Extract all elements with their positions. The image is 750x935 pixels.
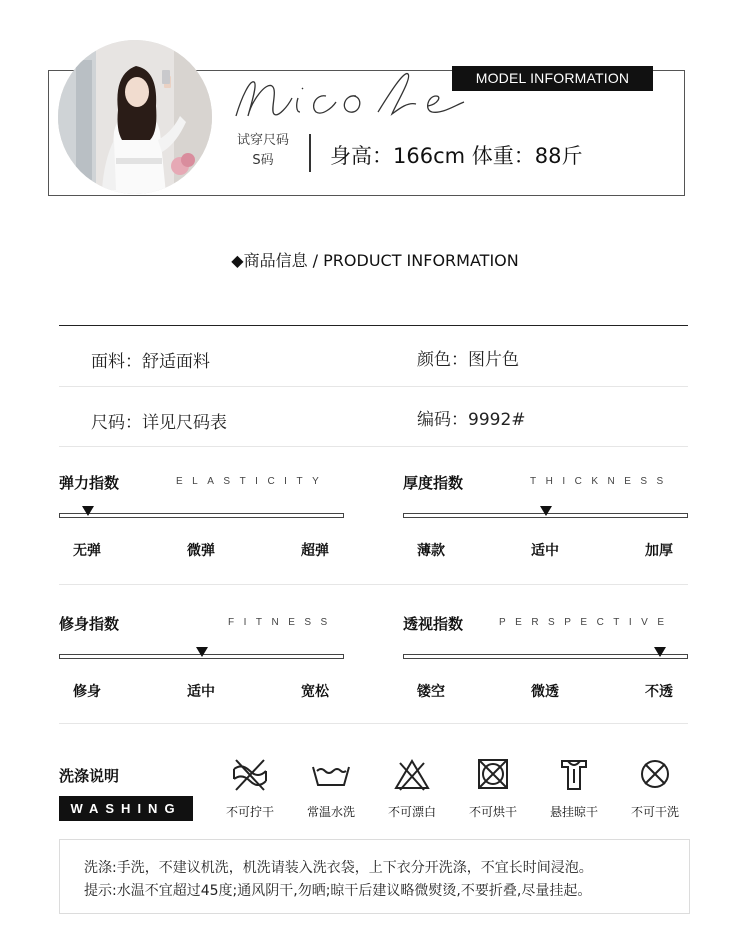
no-tumble-dry-icon — [471, 757, 515, 793]
care-instruction-line-2: 提示:水温不宜超过45度;通风阴干,勿晒;晾干后建议略微熨烫,不要折叠,尽量挂起。 — [84, 883, 592, 899]
divider — [59, 723, 688, 724]
trial-size-title: 试穿尺码 — [236, 133, 289, 148]
fitness-marker — [196, 647, 208, 657]
fitness-en-label: FITNESS — [228, 617, 337, 628]
fabric-info: 面料：舒适面料 — [91, 352, 210, 372]
thickness-level-mid: 适中 — [531, 543, 559, 559]
perspective-marker — [654, 647, 666, 657]
no-bleach-label: 不可漂白 — [387, 805, 436, 819]
fitness-level-high: 宽松 — [301, 684, 329, 700]
divider-top — [59, 325, 688, 326]
product-info-title: ◆商品信息 / PRODUCT INFORMATION — [231, 251, 519, 270]
model-height-weight: 身高：166cm 体重：88斤 — [330, 144, 583, 168]
no-dry-clean-icon — [633, 757, 677, 793]
model-information-tag: MODEL INFORMATION — [452, 66, 653, 91]
washing-title: 洗涤说明 — [59, 767, 120, 785]
elasticity-level-low: 无弹 — [73, 543, 101, 559]
no-dry-clean-label: 不可干洗 — [630, 805, 679, 819]
elasticity-level-mid: 微弹 — [187, 543, 215, 559]
elasticity-marker — [82, 506, 94, 516]
divider — [59, 386, 688, 387]
trial-size-value: S码 — [252, 153, 274, 168]
hang-dry-label: 悬挂晾干 — [549, 805, 598, 819]
elasticity-level-high: 超弹 — [301, 543, 329, 559]
no-tumble-dry-label: 不可烘干 — [468, 805, 517, 819]
size-info: 尺码：详见尺码表 — [91, 413, 227, 433]
thickness-en-label: THICKNESS — [530, 476, 673, 487]
elasticity-scale — [59, 513, 344, 518]
fitness-title: 修身指数 — [59, 615, 120, 633]
elasticity-title: 弹力指数 — [59, 474, 120, 492]
perspective-level-mid: 微透 — [531, 684, 559, 700]
thickness-title: 厚度指数 — [403, 474, 464, 492]
model-name-signature — [228, 62, 488, 126]
thickness-marker — [540, 506, 552, 516]
care-instruction-line-1: 洗涤:手洗，不建议机洗，机洗请装入洗衣袋，上下衣分开洗涤，不宜长时间浸泡。 — [84, 860, 593, 876]
trial-size-label — [228, 131, 298, 171]
code-info: 编码：9992# — [417, 410, 526, 430]
washing-tag: WASHING — [59, 796, 193, 821]
thickness-level-high: 加厚 — [645, 543, 673, 559]
no-bleach-icon — [390, 757, 434, 793]
color-info: 颜色：图片色 — [417, 350, 519, 370]
divider — [59, 446, 688, 447]
perspective-level-high: 不透 — [645, 684, 673, 700]
perspective-level-low: 镂空 — [417, 684, 445, 700]
model-avatar — [58, 40, 212, 194]
model-divider — [309, 134, 311, 172]
perspective-title: 透视指数 — [403, 615, 464, 633]
divider — [59, 584, 688, 585]
no-wring-icon — [228, 757, 272, 793]
perspective-scale — [403, 654, 688, 659]
thickness-level-low: 薄款 — [417, 543, 445, 559]
normal-water-wash-icon — [309, 757, 353, 793]
normal-water-wash-label: 常温水洗 — [306, 805, 355, 819]
elasticity-en-label: ELASTICITY — [176, 476, 329, 487]
perspective-en-label: PERSPECTIVE — [499, 617, 674, 628]
no-wring-label: 不可拧干 — [225, 805, 274, 819]
fitness-level-low: 修身 — [73, 684, 101, 700]
fitness-level-mid: 适中 — [187, 684, 215, 700]
hang-dry-icon — [552, 757, 596, 793]
